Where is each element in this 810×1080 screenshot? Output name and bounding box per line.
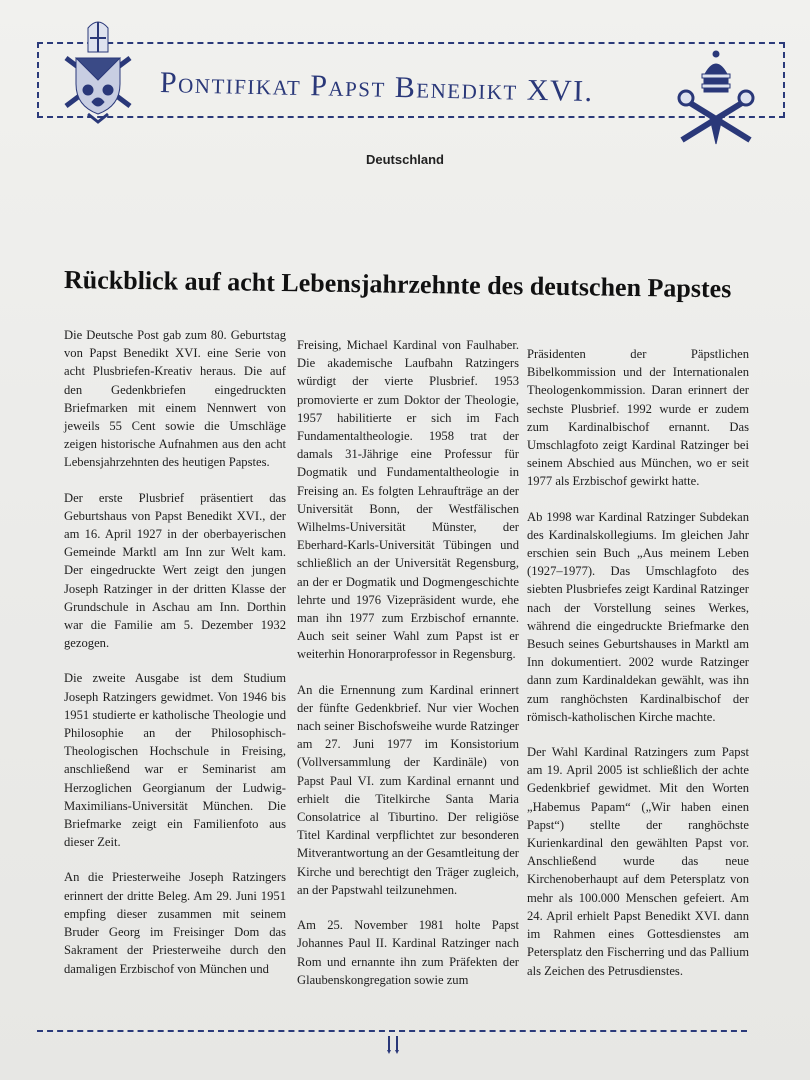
paragraph: An die Priesterweihe Joseph Ratzingers erinnert der dritte Beleg. Am 29. Juni 1951 empfing dieser zusammen mit seinem Bruder Georg im Freisinger Dom das Sakrament der Priesterweihe durch den damaligen Erzbischof von München und (64, 870, 286, 976)
holy-see-emblem-icon (676, 48, 756, 148)
country-label: Deutschland (365, 152, 444, 167)
text-column-3 (527, 345, 749, 997)
paragraph: Am 25. November 1981 holte Papst Johannes Paul II. Kardinal Ratzinger nach Rom und ernannte ihn zum Präfekten der Glaubenskongregation sowie zum (297, 918, 519, 987)
header-title: Pontifikat Papst Benedikt XVI. (159, 66, 594, 109)
papal-coat-of-arms-icon (58, 14, 138, 124)
paragraph: Der Wahl Kardinal Ratzingers zum Papst am 19. April 2005 ist schließlich der achte Gedenkbrief gewidmet. Mit den Worten „Habemus Papam“ („Wir haben einen Papst“) stellte der ranghöchste Kurienkardinal den gewählten Papst vor. Anschließend wurde das neue Kirchenoberhaupt auf dem Petersplatz von mehr als 100.000 Menschen gefeiert. Am 24. April erhielt Papst Benedikt XVI. dann im Rahmen eines Gottesdienstes am Petersplatz den Fischerring und das Pallium als Zeichen des Petrusdienstes. (527, 745, 749, 978)
paragraph: Die Deutsche Post gab zum 80. Geburtstag von Papst Benedikt XVI. eine Serie von acht Plusbriefen-Kreativ heraus. Die auf den Gedenkbriefen eingedruckten Briefmarken mit einem Nennwert von jeweils 55 Cent sowie die Umschläge zeigen historische Aufnahmen aus den acht Lebensjahrzehnten des heutigen Papstes. (64, 328, 286, 470)
paragraph: An die Ernennung zum Kardinal erinnert der fünfte Gedenkbrief. Nur vier Wochen nach seiner Bischofsweihe wurde Ratzinger am 27. Juni 1977 im Konsistorium (Vollversammlung der Kardinäle) von Papst Paul VI. zum Kardinal ernannt und erhielt die Titelkirche Santa Maria Consolatrice al Tiburtino. Der religiöse Titel Kardinal verpflichtet zur besonderen Mitverantwortung an der Gesamtleitung der Kirche und berechtigt den Träger zugleich, an der Papstwahl teilzunehmen. (297, 682, 519, 897)
text-column-2 (297, 336, 519, 1006)
paragraph: Die zweite Ausgabe ist dem Studium Joseph Ratzingers gewidmet. Von 1946 bis 1951 studierte er katholische Theologie und Philosophie an der Philosophisch-Theologischen Hochschule in Freising, anschließend war er Seminarist am Herzoglichen Georgianum der Ludwig-Maximilians-Universität München. Die Briefmarke zeigt ein Familienfoto aus dieser Zeit. (64, 671, 286, 850)
text-column-1 (64, 326, 286, 995)
footer-divider (37, 1030, 747, 1032)
paragraph: Ab 1998 war Kardinal Ratzinger Subdekan des Kardinalskollegiums. Im gleichen Jahr erschien sein Buch „Aus meinem Leben (1927–1977). Das Umschlagfoto des siebten Plusbriefes zeigt Kardinal Ratzinger nach der Vorstellung seines Werkes, während die eingedruckte Briefmarke den Besuch seines Geburtshauses in Marktl am Inn dokumentiert. 2002 wurde Ratzinger dann zum Kardinaldekan gewählt, was ihn zum ranghöchsten Kardinalbischof der römisch-katholischen Kirche machte. (527, 509, 749, 724)
crossed-keys-mark-icon (384, 1034, 402, 1054)
paragraph: Freising, Michael Kardinal von Faulhaber. Die akademische Laufbahn Ratzingers würdigt der vierte Plusbrief. 1953 promovierte er zum Doktor der Theologie, 1957 habilitierte er sich im Fach Fundamentaltheologie. 1958 trat der damals 31-Jährige eine Professur für Dogmatik und Fundamentaltheologie in Freising an. Es folgten Lehraufträge an der Universität Bonn, der Westfälischen Wilhelms-Universität Münster, der Eberhard-Karls-Universität Tübingen und schließlich an der Universität Regensburg, an der er Dogmatik und Dogmengeschichte lehrte und 1976 Vizepräsident wurde, ehe man ihn 1977 zum Erzbischof ernannte. Auch seit seiner Wahl zum Papst ist er weiterhin Honorarprofessor in Regensburg. (297, 338, 519, 662)
article-title: Rückblick auf acht Lebensjahrzehnte des deutschen Papstes (63, 265, 732, 304)
paragraph: Präsidenten der Päpstlichen Bibelkommission und der Internationalen Theologenkommission. Daran erinnert der sechste Plusbrief. 1992 wurde er zudem zum Kardinalbischof ernannt. Das Umschlagfoto zeigt Kardinal Ratzinger bei seinem Abschied aus München, wo er seit 1977 als Erzbischof gewirkt hatte. (527, 347, 749, 489)
paragraph: Der erste Plusbrief präsentiert das Geburtshaus von Papst Benedikt XVI., der am 16. April 1927 in der oberbayerischen Gemeinde Marktl am Inn zur Welt kam. Der eingedruckte Wert zeigt den jungen Joseph Ratzinger in der dritten Klasse der Grundschule in Aschau am Inn. Dorthin war die Familie am 5. Dezember 1932 gezogen. (64, 490, 286, 651)
